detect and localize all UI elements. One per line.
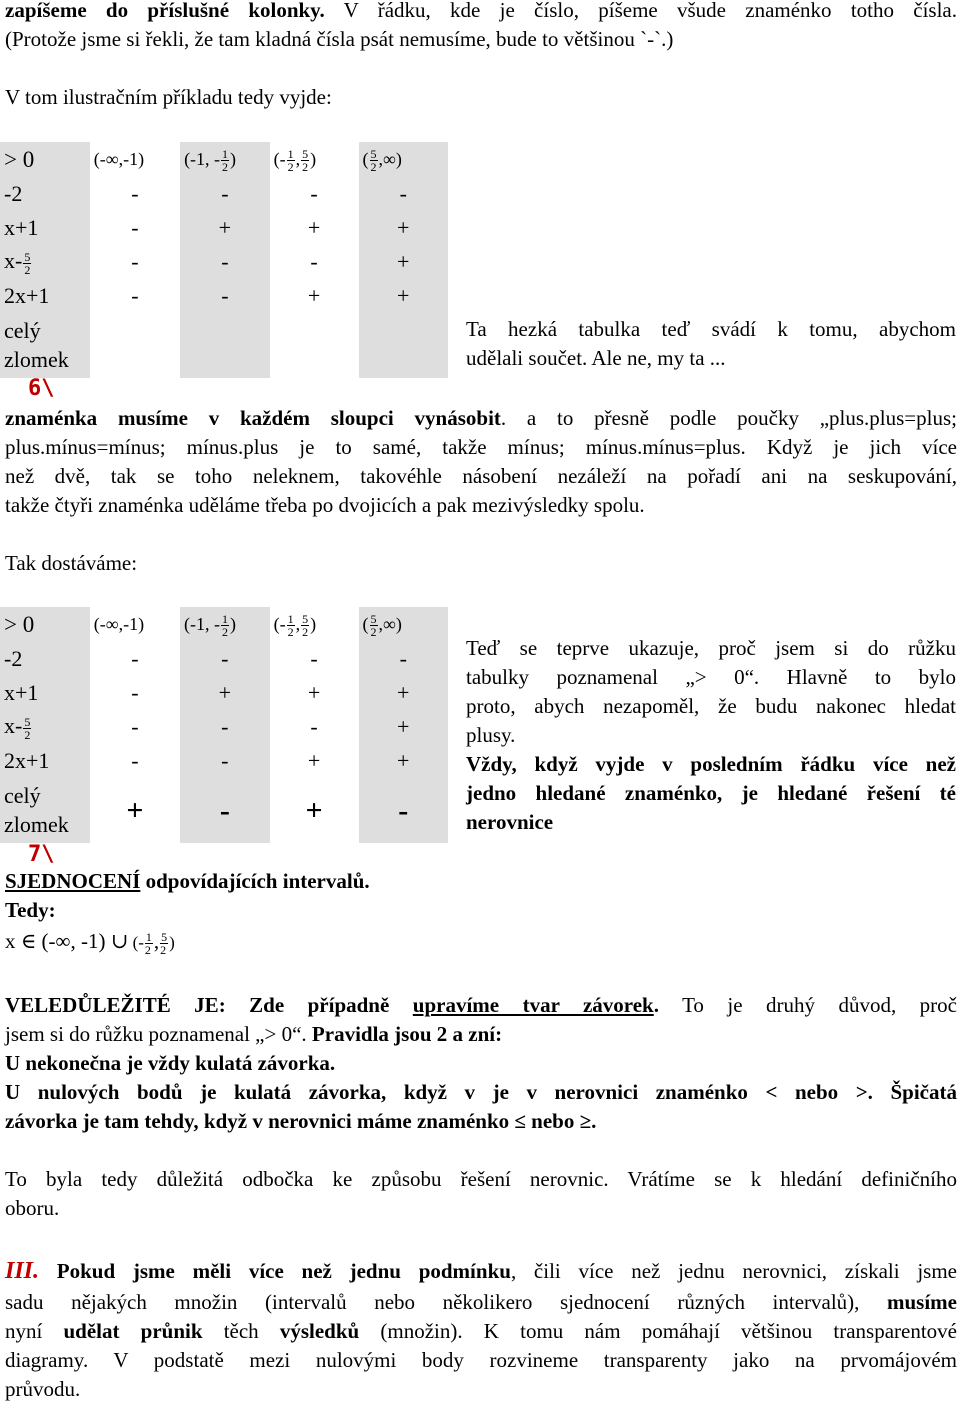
sign-cell: - <box>131 248 139 274</box>
sign-cell: + <box>180 675 270 709</box>
sign-cell: + <box>359 675 449 709</box>
intro-line-1: zapíšeme do příslušné kolonky. V řádku, kde je číslo, píšeme všude znaménko totho čísla. <box>5 0 957 22</box>
note2-bold-line-2: jedno hledané znaménko, je hledané řešení té <box>466 781 956 805</box>
sign-cell: - <box>131 180 139 206</box>
table-corner-label: > 0 <box>0 142 90 176</box>
sign-table-2 <box>0 607 448 843</box>
sign-table-1 <box>0 142 448 378</box>
intro-line-3: V tom ilustračním příkladu tedy vyjde: <box>5 85 332 109</box>
sjednoceni-line: SJEDNOCENÍ odpovídajících intervalů. <box>5 869 370 893</box>
sign-cell: - <box>131 747 139 773</box>
sign-cell: - <box>310 713 318 739</box>
sign-cell: - <box>180 176 270 210</box>
interval-header: (-∞,-1) <box>93 613 145 634</box>
sign-cell: + <box>307 747 321 773</box>
sign-cell: - <box>131 713 139 739</box>
note2-line-3: proto, abych nezapoměl, že budu nakonec hledat <box>466 694 956 718</box>
note2-line-2: tabulky poznamenal „> 0“. Hlavně to bylo <box>466 665 956 689</box>
row-label: x+1 <box>0 675 90 709</box>
sign-cell: + <box>359 743 449 777</box>
section-3-line-4: diagramy. V podstatě mezi nulovými body rozvineme transparenty jako na prvomájovém <box>5 1348 957 1372</box>
section-3-line-2: sadu nějakých množin (intervalů nebo několikero sjednocení různých intervalů), musíme <box>5 1290 957 1314</box>
interval-header: (- $\frac{1}{2}$ , $\frac{5}{2}$ ) <box>273 146 317 174</box>
result-sign-cell: - <box>359 777 449 843</box>
para6-line-2: plus.mínus=mínus; mínus.plus je to samé, takže mínus; mínus.mínus=plus. Když je jich více <box>5 435 958 459</box>
sign-cell: + <box>359 709 449 743</box>
row-label: x- $\frac{5}{2}$ <box>0 244 90 278</box>
sign-cell: + <box>307 679 321 705</box>
sign-cell: + <box>180 210 270 244</box>
sign-cell: - <box>131 282 139 308</box>
intro-line-2: (Protože jsme si řekli, že tam kladná čísla psát nemusíme, bude to většinou `-`.) <box>5 27 674 51</box>
row-label-celý-zlomek: celý zlomek <box>0 777 90 843</box>
sign-cell: + <box>359 278 449 312</box>
sign-cell: - <box>180 244 270 278</box>
step-7-marker: 7\ <box>28 842 55 867</box>
section-3-line-1: III. Pokud jsme měli více než jednu podmínku, čili více než jednu nerovnici, získali jsme <box>5 1258 958 1284</box>
result-sign-cell: + <box>126 793 144 827</box>
sign-cell: + <box>307 282 321 308</box>
interval-header: (-1, - $\frac{1}{2}$ ) <box>180 142 270 176</box>
sign-cell: - <box>310 248 318 274</box>
sign-cell: - <box>359 641 449 675</box>
sign-cell: - <box>310 645 318 671</box>
sign-cell-empty <box>359 312 449 378</box>
sign-cell: - <box>180 743 270 777</box>
interval-header: (-1, - $\frac{1}{2}$ ) <box>180 607 270 641</box>
result-sign-cell: - <box>180 777 270 843</box>
step-6-marker: 6\ <box>28 376 55 401</box>
note2-line-1: Teď se teprve ukazuje, proč jsem si do růžku <box>466 636 956 660</box>
important-line-1: VELEDŮLEŽITÉ JE: Zde případně upravíme tvar závorek. To je druhý důvod, proč <box>5 993 957 1017</box>
interval-header: (-∞,-1) <box>93 148 145 169</box>
row-label: x- $\frac{5}{2}$ <box>0 709 90 743</box>
section-3-line-3: nyní udělat průnik těch výsledků (množin). K tomu nám pomáhají většinou transparentové <box>5 1319 957 1343</box>
row-label: 2x+1 <box>0 743 90 777</box>
sign-cell: - <box>131 645 139 671</box>
tedy-label: Tedy: <box>5 898 56 922</box>
sign-cell: + <box>359 210 449 244</box>
row-label: -2 <box>0 176 90 210</box>
rule-zero-points-line-2: závorka je tam tehdy, když v nerovnici máme znaménko ≤ nebo ≥. <box>5 1109 597 1133</box>
para6-line-3: než dvě, tak se toho neleknem, takovéhle násobení nezáleží na pořadí ani na seskupování, <box>5 464 957 488</box>
table-corner-label: > 0 <box>0 607 90 641</box>
odbocka-line-2: oboru. <box>5 1196 60 1220</box>
note-sum-line-2: udělali součet. Ale ne, my ta ... <box>466 346 726 370</box>
result-interval: x ∈ (-∞, -1) ∪ (- $\frac{1}{2}$ , $\frac{5}{2}$ ) <box>5 929 175 957</box>
rule-infinity: U nekonečna je vždy kulatá závorka. <box>5 1051 336 1075</box>
section-3-line-5: průvodu. <box>5 1377 81 1401</box>
sign-cell-empty <box>270 312 359 378</box>
row-label: x+1 <box>0 210 90 244</box>
odbocka-line-1: To byla tedy důležitá odbočka ke způsobu řešení nerovnic. Vrátíme se k hledání definičního <box>5 1167 957 1191</box>
row-label: -2 <box>0 641 90 675</box>
result-sign-cell: + <box>305 793 323 827</box>
sign-cell: - <box>180 641 270 675</box>
sign-cell: + <box>359 244 449 278</box>
para6-line-4: takže čtyři znaménka uděláme třeba po dvojicích a pak mezivýsledky spolu. <box>5 493 645 517</box>
sign-cell: - <box>359 176 449 210</box>
sign-cell: - <box>131 679 139 705</box>
sign-cell-empty <box>180 312 270 378</box>
section-3-marker: III. <box>5 1258 40 1284</box>
important-line-2: jsem si do růžku poznamenal „> 0“. Pravidla jsou 2 a zní: <box>5 1022 503 1046</box>
interval-header: ( $\frac{5}{2}$ ,∞) <box>359 607 449 641</box>
rule-zero-points-line-1: U nulových bodů je kulatá závorka, když v je v nerovnici znaménko < nebo >. Špičatá <box>5 1080 957 1104</box>
sign-cell: - <box>131 214 139 240</box>
note-sum-line-1: Ta hezká tabulka teď svádí k tomu, abychom <box>466 317 956 341</box>
interval-header: ( $\frac{5}{2}$ ,∞) <box>359 142 449 176</box>
sign-cell-empty <box>90 312 180 378</box>
row-label-celý-zlomek: celý zlomek <box>0 312 90 378</box>
para6-line-1: znaménka musíme v každém sloupci vynásobit. a to přesně podle poučky „plus.plus=plus; <box>5 406 957 430</box>
sign-cell: - <box>310 180 318 206</box>
note2-bold-line-3: nerovnice <box>466 810 554 834</box>
interval-header: (- $\frac{1}{2}$ , $\frac{5}{2}$ ) <box>273 611 317 639</box>
row-label: 2x+1 <box>0 278 90 312</box>
note2-bold-line-1: Vždy, když vyjde v posledním řádku více než <box>466 752 956 776</box>
tak-dostavame: Tak dostáváme: <box>5 551 138 575</box>
note2-line-4: plusy. <box>466 723 516 747</box>
sign-cell: - <box>180 278 270 312</box>
sign-cell: - <box>180 709 270 743</box>
sign-cell: + <box>307 214 321 240</box>
